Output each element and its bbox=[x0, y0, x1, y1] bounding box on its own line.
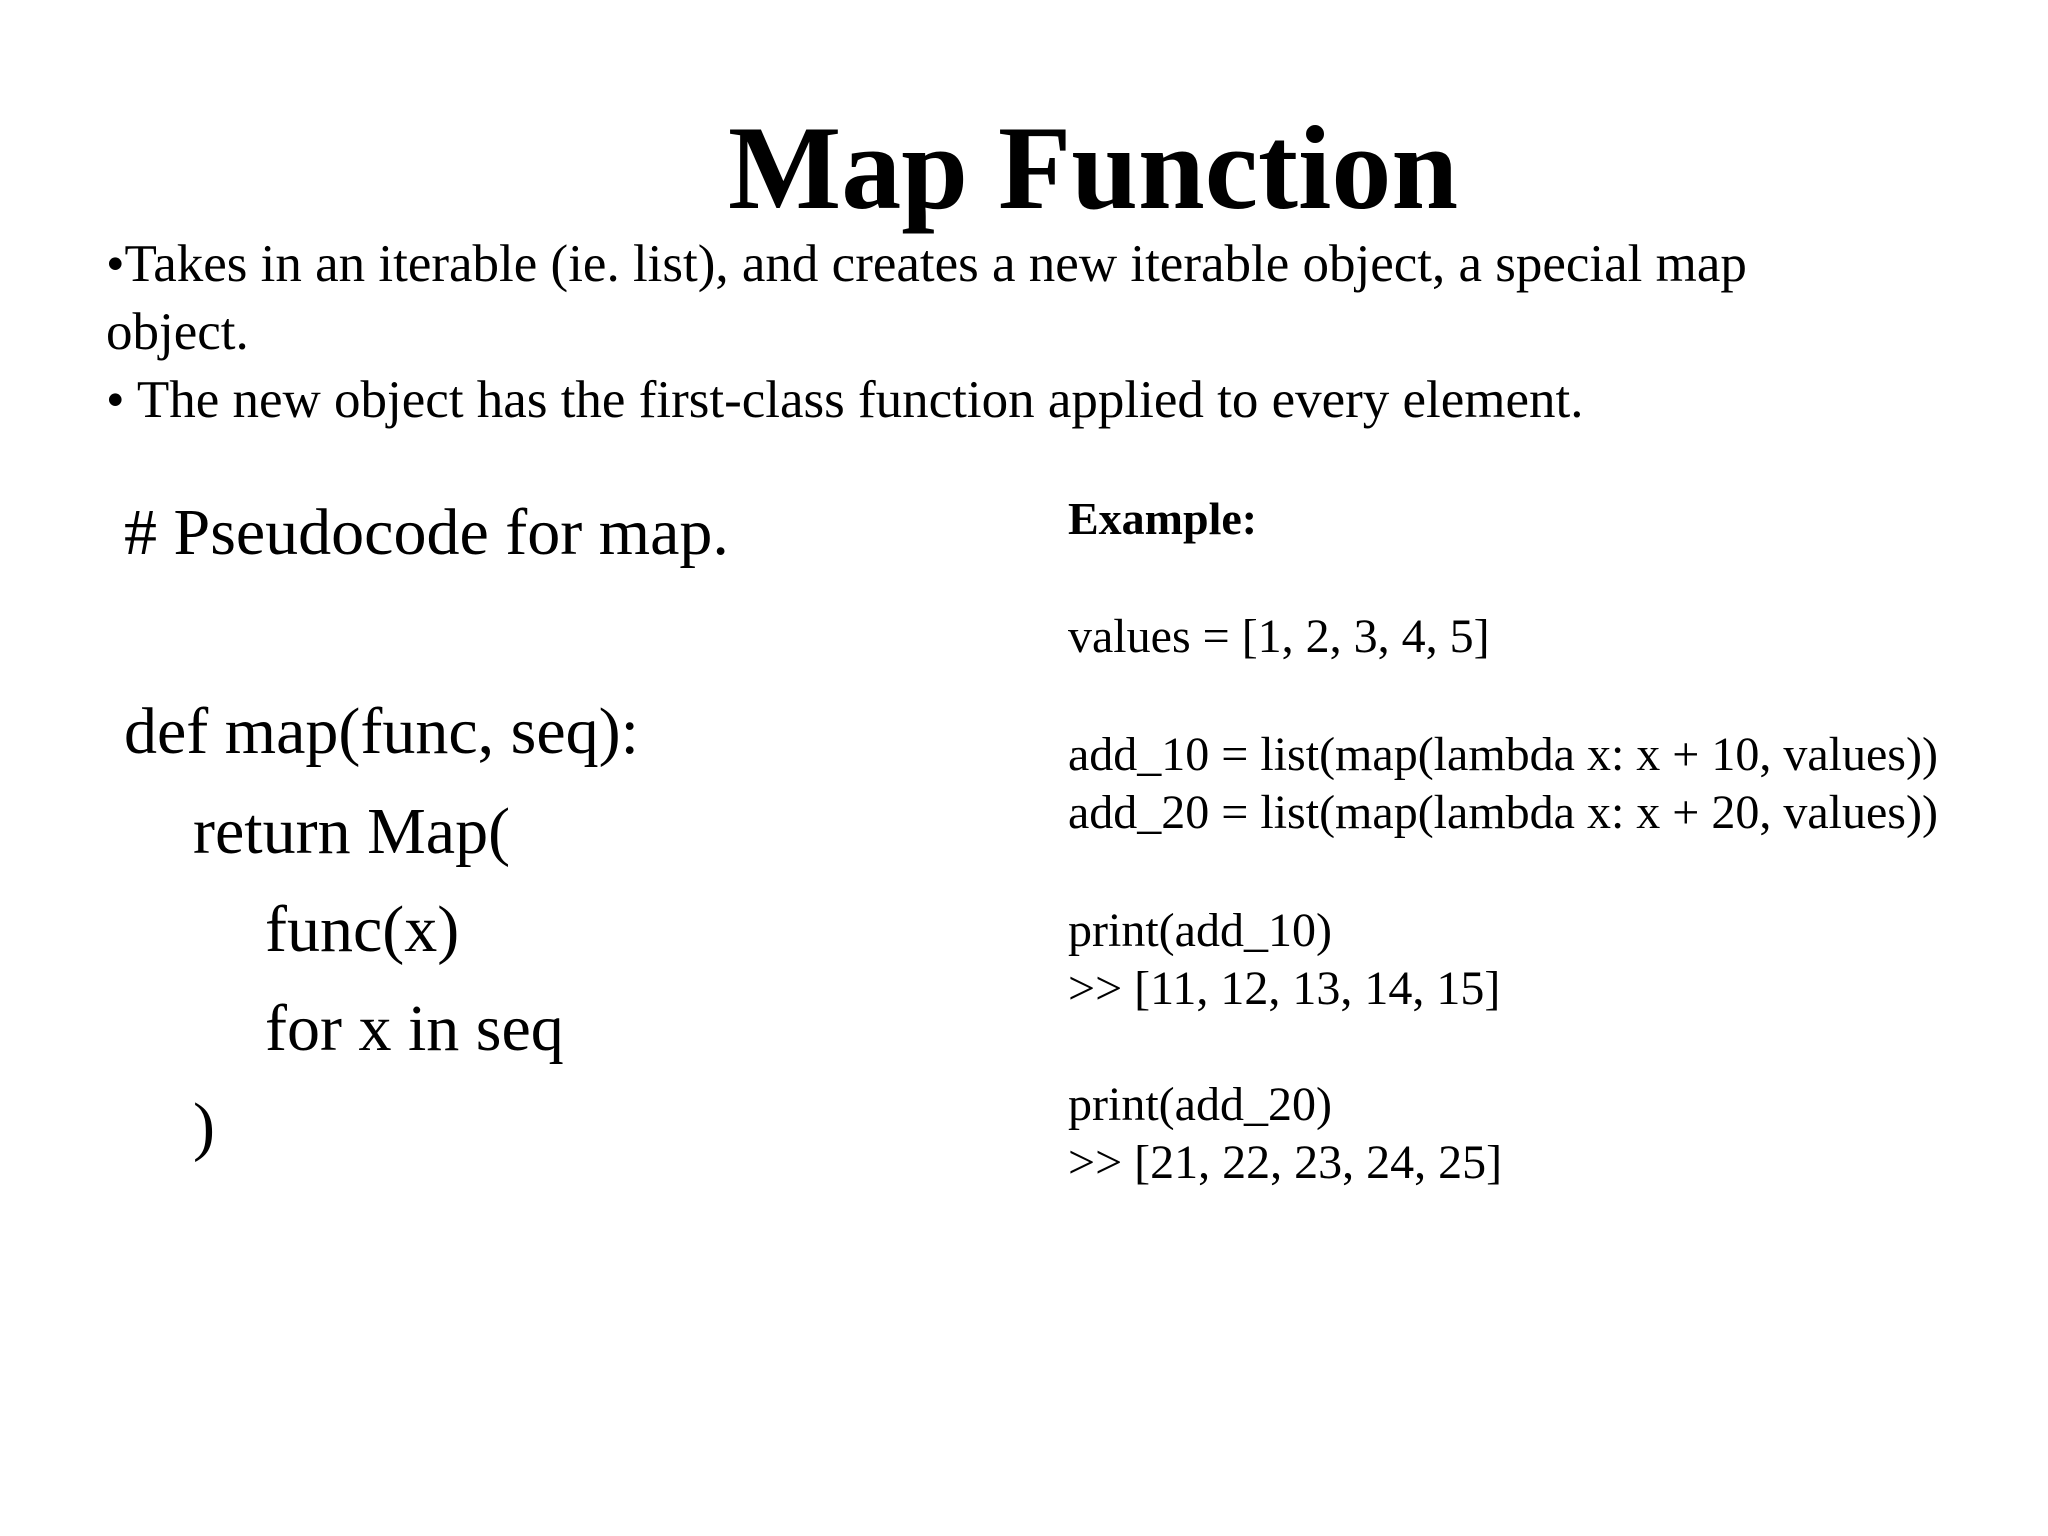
example-code-line: print(add_10) bbox=[1068, 904, 1332, 957]
bullet-list bbox=[106, 230, 1846, 434]
example-output-line: >> [21, 22, 23, 24, 25] bbox=[1068, 1136, 1503, 1189]
pseudocode-line: ) bbox=[193, 1090, 215, 1163]
bullet-item: •Takes in an iterable (ie. list), and creates a new iterable object, a special map object. bbox=[106, 235, 1747, 361]
slide-title: Map Function bbox=[728, 101, 1459, 234]
pseudocode-line: return Map( bbox=[193, 795, 511, 868]
pseudocode-comment: # Pseudocode for map. bbox=[124, 496, 729, 569]
example-code-line: add_10 = list(map(lambda x: x + 10, values)) bbox=[1068, 728, 1938, 781]
pseudocode-line: def map(func, seq): bbox=[124, 695, 639, 768]
example-code-line: add_20 = list(map(lambda x: x + 20, values)) bbox=[1068, 786, 1938, 839]
example-code-line: values = [1, 2, 3, 4, 5] bbox=[1068, 610, 1490, 663]
pseudocode-line: for x in seq bbox=[265, 992, 564, 1065]
example-heading: Example: bbox=[1068, 493, 1258, 544]
bullet-item: • The new object has the first-class function applied to every element. bbox=[106, 371, 1584, 429]
example-code-line: print(add_20) bbox=[1068, 1078, 1332, 1131]
pseudocode-line: func(x) bbox=[265, 893, 460, 966]
example-output-line: >> [11, 12, 13, 14, 15] bbox=[1068, 962, 1501, 1015]
